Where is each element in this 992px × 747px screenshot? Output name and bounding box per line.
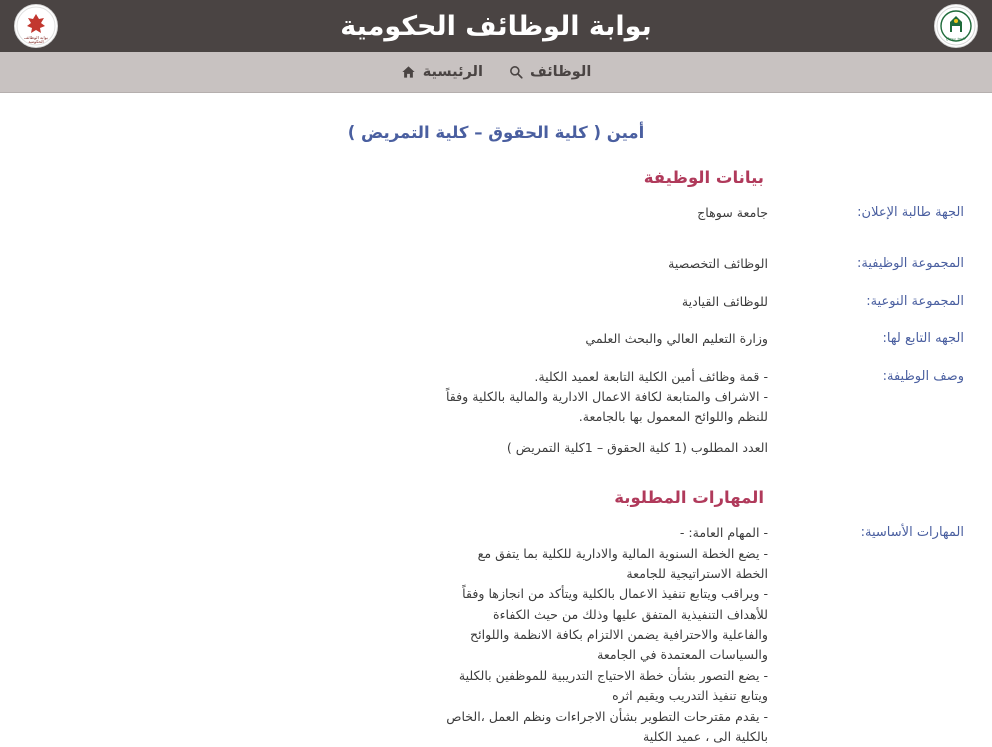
detail-row-job-group [28,254,964,274]
detail-label: المجموعة النوعية: [866,293,964,309]
detail-value: الوظائف التخصصية [668,256,768,272]
detail-row-job-description [28,367,964,428]
job-title: أمين ( كلية الحقوق – كلية التمريض ) [347,123,645,142]
svg-text:بوابة الوظائف: بوابة الوظائف [24,35,48,40]
svg-text:الحكومية: الحكومية [28,39,44,44]
egypt-government-logo [14,4,58,48]
detail-value: العدد المطلوب (1 كلية الحقوق – 1كلية التمريض ) [506,439,768,455]
detail-label: الجهه التابع لها: [882,331,964,347]
nav-item-jobs-label: الوظائف [529,63,592,80]
detail-label: وصف الوظيفة: [882,368,964,384]
detail-row-basic-skills [28,523,964,747]
home-icon [401,65,416,79]
detail-label: المجموعة الوظيفية: [857,256,964,272]
svg-text:جامعة سوهاج: جامعة سوهاج [945,36,967,41]
detail-row-required-count [28,438,964,458]
section-heading-required-skills: المهارات المطلوبة [614,488,764,508]
main-navigation [0,52,992,93]
nav-item-home-label: الرئيسية [422,63,483,80]
detail-row-qualitative-group [28,292,964,312]
detail-label: المهارات الأساسية: [860,525,964,541]
detail-value: وزارة التعليم العالي والبحث العلمي [585,331,768,347]
nav-item-home[interactable] [401,65,483,80]
detail-label: الجهة طالبة الإعلان: [857,205,964,220]
search-icon [509,65,523,79]
row-spacer [28,240,964,254]
job-details-content [0,93,992,745]
app-header [0,0,992,52]
detail-value: - المهام العامة: - - يضع الخطة السنوية المالية والادارية للكلية بما يتفق مع الخطة الاستراتيجية للجامعة - ويراقب ويتابع تنفيذ الاعمال بالكلية ويتأكد من انجازها وفقاً للأهداف التنفيذية المتفق عليها وذلك من حيث الكفاءة والفاعلية والاحترافية يضمن الالتزام بكافة الانظمة واللوائح والسياسات المعتمدة في الجامعة - يضع التصور بشأن خطة الاحتياج التدريبية للموظفين بالكلية ويتابع تنفيذ التدريب ويقيم اثره - يقدم مقترحات التطوير بشأن الاجراءات ونظم العمل ،الخاص بالكلية الى ، عميد الكلية [446,525,768,745]
detail-row-parent-entity [28,329,964,349]
nav-item-jobs[interactable] [509,65,591,80]
detail-row-requesting-entity [28,203,964,223]
section-heading-job-details: بيانات الوظيفة [643,168,764,187]
detail-value: للوظائف القيادية [681,293,768,309]
page-title: بوابة الوظائف الحكومية [340,10,652,42]
detail-value: جامعة سوهاج [697,205,768,220]
detail-value: - قمة وظائف أمين الكلية التابعة لعميد الكلية. - الاشراف والمتابعة لكافة الاعمال الادارية والمالية بالكلية وفقاً للنظم واللوائح المعمول بها بالجامعة. [445,368,768,425]
sohag-university-logo [934,4,978,48]
